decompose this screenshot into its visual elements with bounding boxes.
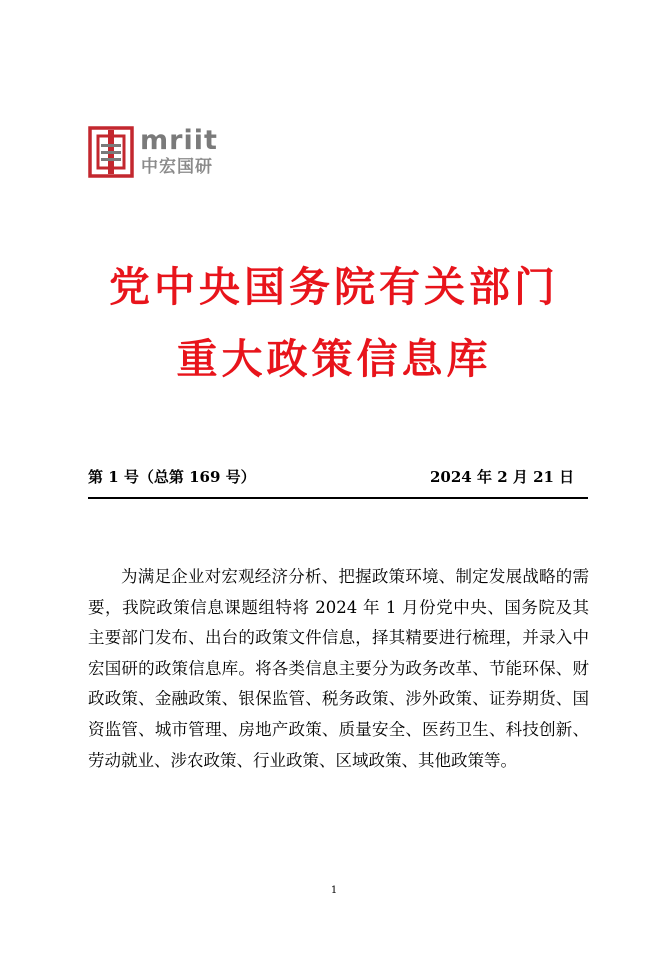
issue-date: 2024 年 2 月 21 日 bbox=[430, 468, 575, 486]
logo-wordmark: mriit bbox=[140, 125, 218, 156]
header-divider bbox=[88, 497, 588, 499]
logo-chinese-name: 中宏国研 bbox=[141, 157, 213, 177]
document-title-line-2: 重大政策信息库 bbox=[176, 335, 492, 383]
page-number: 1 bbox=[330, 885, 338, 896]
logo-mark-icon bbox=[88, 126, 134, 178]
intro-paragraph: 为满足企业对宏观经济分析、把握政策环境、制定发展战略的需要，我院政策信息课题组特将 2024 年 1 月份党中央、国务院及其主要部门发布、出台的政策文件信息，择其精要进行梳理，并录入中宏国研的政策信息库。将各类信息主要分为政务改革、节能环保、财政政策、金融政策、银保监管、税务政策、涉外政策、证券期货、国资监管、城市管理、房地产政策、质量安全、医药卫生、科技创新、劳动就业、涉农政策、行业政策、区域政策、其他政策等。 bbox=[88, 567, 589, 770]
mriit-logo bbox=[88, 126, 218, 180]
document-title-line-1: 党中央国务院有关部门 bbox=[109, 263, 559, 311]
issue-number: 第 1 号（总第 169 号） bbox=[88, 468, 256, 486]
